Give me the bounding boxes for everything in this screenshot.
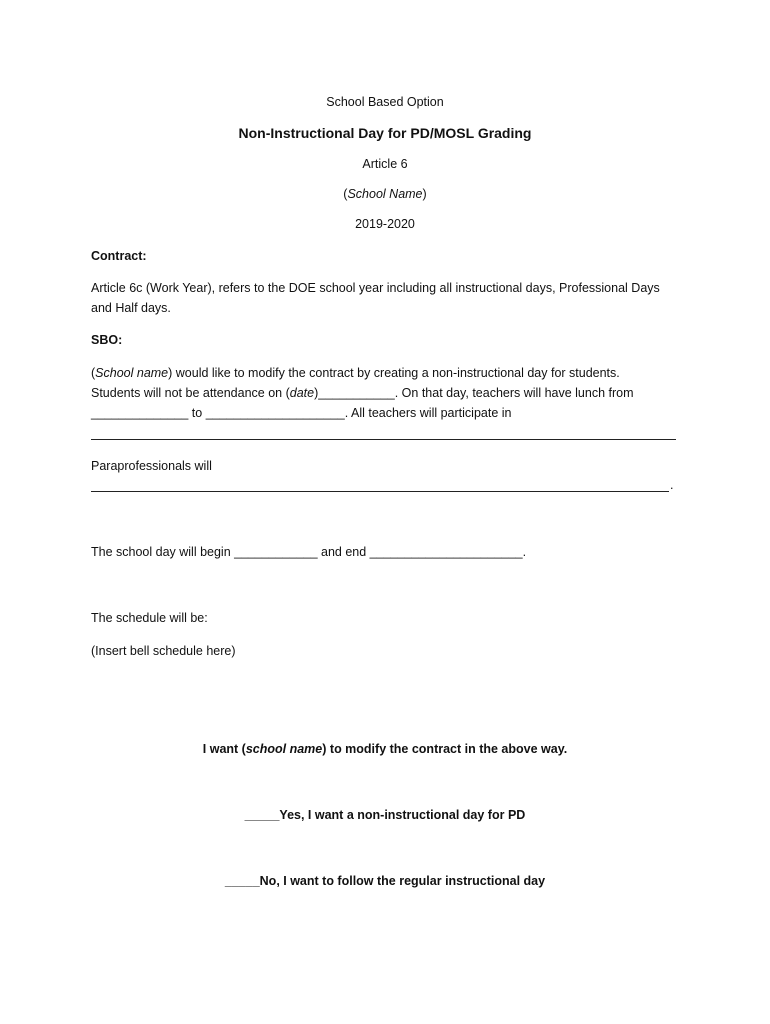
- teachers-participation-blank: [91, 439, 676, 440]
- article-label: Article 6: [362, 157, 408, 171]
- bell-schedule-placeholder: (Insert bell schedule here): [91, 644, 236, 658]
- school-name-italic: School Name: [347, 187, 423, 201]
- sbo-line-1-rest: ) would like to modify the contract by creating a non-instructional day for students.: [168, 366, 620, 380]
- vote-statement: [0, 742, 770, 756]
- vote-no-option: _____No, I want to follow the regular instructional day: [224, 874, 546, 888]
- option-label: School Based Option: [326, 95, 444, 109]
- paren-close: ): [422, 187, 427, 201]
- schedule-label: The schedule will be:: [91, 611, 208, 625]
- contract-text-line-1: Article 6c (Work Year), refers to the DOE school year including all instructional days, Professional Days: [91, 281, 660, 295]
- sbo-heading: SBO:: [91, 333, 123, 347]
- vote-yes-option: _____Yes, I want a non-instructional day for PD: [244, 808, 526, 822]
- paraprofessionals-label: Paraprofessionals will: [91, 459, 212, 473]
- school-day-times: The school day will begin ____________ and end ______________________.: [91, 545, 527, 559]
- vote-statement-start: I want (: [202, 742, 246, 756]
- sbo-line-2-rest: )___________. On that day, teachers will have lunch from: [314, 386, 634, 400]
- sbo-text-line-2: [91, 386, 634, 400]
- paren-open: (: [343, 187, 348, 201]
- document-title: Non-Instructional Day for PD/MOSL Grading: [238, 125, 532, 141]
- sbo-text-line-3: ______________ to ____________________. All teachers will participate in: [91, 406, 512, 420]
- sbo-text-line-1: [91, 366, 620, 380]
- vote-statement-rest: ) to modify the contract in the above way.: [322, 742, 568, 756]
- school-name-italic: School name: [95, 366, 169, 380]
- school-year: 2019-2020: [355, 217, 415, 231]
- contract-heading: Contract:: [91, 249, 147, 263]
- sbo-line-2-start: Students will not be attendance on (: [91, 386, 290, 400]
- school-name-placeholder: [0, 187, 770, 201]
- school-name-italic: school name: [245, 742, 323, 756]
- paraprofessionals-blank: [91, 491, 669, 492]
- date-italic: date: [289, 386, 315, 400]
- paren-open: (: [91, 366, 96, 380]
- paraprofessionals-period: .: [670, 478, 674, 492]
- contract-text-line-2: and Half days.: [91, 301, 171, 315]
